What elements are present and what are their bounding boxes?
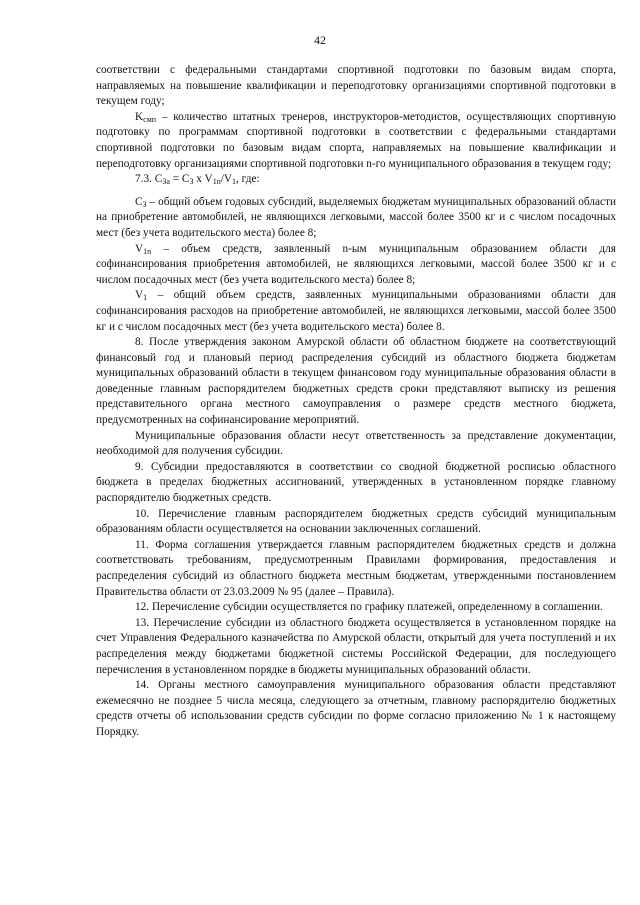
paragraph-item-14: 14. Органы местного самоуправления муниципального образования области представляют ежемесячно не позднее 5 числа месяца, следующего за отчетным, главному распорядителю бюджетных средств отчеты об использовании средств субсидии по форме согласно приложению № 1 к настоящему Порядку.	[96, 679, 616, 738]
paragraph-item-9: 9. Субсидии предоставляются в соответствии со сводной бюджетной росписью областного бюджета в пределах бюджетных ассигнований, утвержденных в установленном порядке главному распорядителю бюджетных средств.	[96, 460, 616, 505]
document-body	[96, 63, 616, 741]
paragraph-k-smp-definition: $K_{смп}$ – количество штатных тренеров, инструкторов-методистов, осуществляющих спортивную подготовку по программам спортивной подготовки в соответствии с федеральными стандартами спортивной подготовки по базовым видам спорта, направляемых на повышение квалификации и переподготовку организациями спортивной подготовки n-го муниципального образования в текущем году;	[96, 110, 616, 170]
paragraph-item-13: 13. Перечисление субсидии из областного бюджета осуществляется в установленном порядке на счет Управления Федерального казначейства по Амурской области, открытый для учета поступлений и их распределения между бюджетами бюджетной системы Российской Федерации, для последующего перечисления в установленном порядке в бюджеты муниципальных образований области.	[96, 616, 616, 676]
paragraph-c3-definition: $C_3$ – общий объем годовых субсидий, выделяемых бюджетам муниципальных образований области на приобретение автомобилей, не являющихся легковыми, массой более 3500 кг и с числом посадочных мест (без учета водительского места) более 8;	[96, 195, 616, 239]
paragraph-v1n-definition: $V_{1n}$ – объем средств, заявленный n-ым муниципальным образованием области для софинансирования приобретения автомобилей, не являющихся легковыми, массой более 3500 кг и с числом посадочных мест (без учета водительского места) более 8;	[96, 242, 616, 286]
paragraph-item-11: 11. Форма соглашения утверждается главным распорядителем бюджетных средств и должна соответствовать требованиям, предусмотренным Правилами формирования, предоставления и распределения субсидий из областного бюджета местным бюджетам, утвержденными постановлением Правительства области от 23.03.2009 № 95 (далее – Правила).	[96, 538, 616, 598]
page-number: 42	[314, 33, 326, 47]
paragraph-item-12: 12. Перечисление субсидии осуществляется по графику платежей, определенному в соглашении.	[135, 601, 603, 614]
paragraph-item-8: 8. После утверждения законом Амурской области об областном бюджете на соответствующий финансовый год и плановый период распределения субсидий из областного бюджета бюджетам муниципальных образований области в текущем финансовом году муниципальные образования области в доведенные главным распорядителем бюджетных средств сроки представляют выписку из решения представительного органа местного самоуправления о размере средств местного бюджета, предусмотренных на софинансирование мероприятий.	[96, 336, 616, 427]
paragraph-responsibility: Муниципальные образования области несут ответственность за представление документации, необходимой для получения субсидии.	[96, 429, 616, 458]
paragraph-v1-definition: $V_1$ – общий объем средств, заявленных муниципальными образованиями области для софинансирования расходов на приобретение автомобилей, не являющихся легковыми, массой более 3500 кг и с числом посадочных мест (без учета водительского места) более 8.	[96, 289, 616, 333]
paragraph-continuation: соответствии с федеральными стандартами спортивной подготовки по базовым видам спорта, направляемых на повышение квалификации и переподготовку организациями спортивной подготовки в текущем году;	[96, 64, 616, 108]
paragraph-item-10: 10. Перечисление главным распорядителем бюджетных средств субсидий муниципальным образованиям области осуществляется на основании заключенных соглашений.	[96, 507, 616, 536]
formula-7-3: 7.3. $C_{3a} = C_3$ x $V_{1n}/V_1$, где:	[135, 173, 260, 187]
